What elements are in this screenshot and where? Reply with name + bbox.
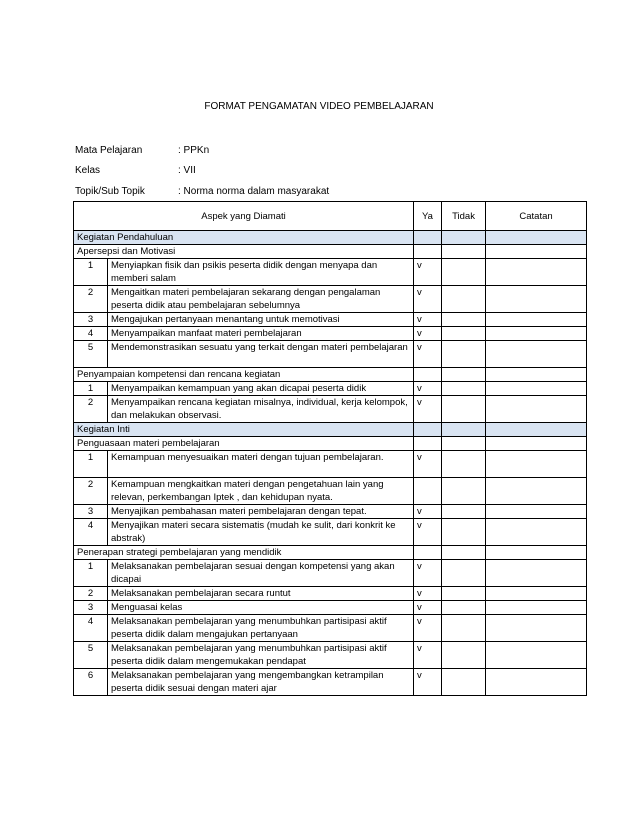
table-row (74, 560, 587, 587)
catatan-cell (486, 286, 587, 313)
item-number: 1 (74, 259, 108, 286)
section-title: Kegiatan Inti (74, 423, 414, 437)
item-text: Menyajikan materi secara sistematis (mudah ke sulit, dari konkrit ke abstrak) (108, 519, 414, 546)
table-row (74, 669, 587, 696)
ya-mark: v (414, 327, 442, 341)
catatan-cell (486, 669, 587, 696)
catatan-cell (486, 327, 587, 341)
tidak-cell (442, 382, 486, 396)
item-number: 3 (74, 313, 108, 327)
catatan-cell (486, 615, 587, 642)
empty-cell (486, 231, 587, 245)
observation-table (73, 201, 587, 696)
table-row (74, 587, 587, 601)
document-title: FORMAT PENGAMATAN VIDEO PEMBELAJARAN (204, 101, 434, 112)
ya-mark: v (414, 382, 442, 396)
table-row (74, 505, 587, 519)
table-row (74, 259, 587, 286)
empty-cell (442, 231, 486, 245)
item-number: 2 (74, 396, 108, 423)
empty-cell (414, 546, 442, 560)
empty-cell (486, 368, 587, 382)
empty-cell (486, 546, 587, 560)
catatan-cell (486, 519, 587, 546)
ya-mark: v (414, 286, 442, 313)
item-text: Menyampaikan kemampuan yang akan dicapai peserta didik (108, 382, 414, 396)
catatan-cell (486, 259, 587, 286)
item-number: 4 (74, 519, 108, 546)
item-text: Menyajikan pembahasan materi pembelajaran dengan tepat. (108, 505, 414, 519)
catatan-cell (486, 313, 587, 327)
catatan-cell (486, 341, 587, 368)
item-text: Menguasai kelas (108, 601, 414, 615)
header-catatan: Catatan (486, 202, 587, 231)
empty-cell (414, 368, 442, 382)
ya-mark: v (414, 519, 442, 546)
tidak-cell (442, 313, 486, 327)
table-row (74, 642, 587, 669)
tidak-cell (442, 669, 486, 696)
item-number: 3 (74, 601, 108, 615)
ya-mark: v (414, 396, 442, 423)
section-row (74, 231, 587, 245)
table-row (74, 382, 587, 396)
meta-label: Mata Pelajaran (75, 145, 143, 156)
item-text: Melaksanakan pembelajaran yang menumbuhkan partisipasi aktif peserta didik dalam mengajukan pertanyaan (108, 615, 414, 642)
table-row (74, 286, 587, 313)
ya-mark: v (414, 615, 442, 642)
item-number: 3 (74, 505, 108, 519)
tidak-cell (442, 327, 486, 341)
table-row (74, 327, 587, 341)
ya-mark: v (414, 560, 442, 587)
item-text: Menyiapkan fisik dan psikis peserta didik dengan menyapa dan memberi salam (108, 259, 414, 286)
ya-mark: v (414, 587, 442, 601)
table-row (74, 615, 587, 642)
item-text: Melaksanakan pembelajaran yang menumbuhkan partisipasi aktif peserta didik dalam mengemukakan pendapat (108, 642, 414, 669)
item-text: Mendemonstrasikan sesuatu yang terkait dengan materi pembelajaran (108, 341, 414, 368)
table-row (74, 341, 587, 368)
catatan-cell (486, 560, 587, 587)
meta-value: : PPKn (178, 145, 210, 156)
item-number: 1 (74, 560, 108, 587)
catatan-cell (486, 451, 587, 478)
ya-mark: v (414, 601, 442, 615)
subsection-title: Apersepsi dan Motivasi (74, 245, 414, 259)
tidak-cell (442, 642, 486, 669)
header-ya: Ya (414, 202, 442, 231)
catatan-cell (486, 478, 587, 505)
empty-cell (414, 423, 442, 437)
item-number: 2 (74, 478, 108, 505)
tidak-cell (442, 505, 486, 519)
item-number: 5 (74, 642, 108, 669)
ya-mark: v (414, 505, 442, 519)
tidak-cell (442, 341, 486, 368)
empty-cell (442, 437, 486, 451)
table-row (74, 478, 587, 505)
ya-mark: v (414, 341, 442, 368)
item-number: 1 (74, 382, 108, 396)
table-row (74, 601, 587, 615)
empty-cell (442, 245, 486, 259)
meta-value: : VII (178, 165, 196, 176)
item-text: Mengajukan pertanyaan menantang untuk memotivasi (108, 313, 414, 327)
subsection-row (74, 437, 587, 451)
subsection-title: Penguasaan materi pembelajaran (74, 437, 414, 451)
empty-cell (486, 437, 587, 451)
item-text: Melaksanakan pembelajaran yang mengembangkan ketrampilan peserta didik sesuai dengan materi ajar (108, 669, 414, 696)
tidak-cell (442, 259, 486, 286)
ya-mark: v (414, 669, 442, 696)
empty-cell (442, 546, 486, 560)
subsection-row (74, 245, 587, 259)
tidak-cell (442, 478, 486, 505)
catatan-cell (486, 642, 587, 669)
empty-cell (414, 231, 442, 245)
catatan-cell (486, 587, 587, 601)
item-text: Kemampuan menyesuaikan materi dengan tujuan pembelajaran. (108, 451, 414, 478)
tidak-cell (442, 396, 486, 423)
meta-value: : Norma norma dalam masyarakat (178, 186, 330, 197)
item-number: 2 (74, 587, 108, 601)
tidak-cell (442, 587, 486, 601)
empty-cell (414, 245, 442, 259)
catatan-cell (486, 396, 587, 423)
tidak-cell (442, 286, 486, 313)
item-number: 6 (74, 669, 108, 696)
item-number: 2 (74, 286, 108, 313)
item-number: 5 (74, 341, 108, 368)
item-text: Menyampaikan manfaat materi pembelajaran (108, 327, 414, 341)
tidak-cell (442, 519, 486, 546)
item-number: 4 (74, 615, 108, 642)
subsection-title: Penyampaian kompetensi dan rencana kegiatan (74, 368, 414, 382)
table-row (74, 313, 587, 327)
subsection-title: Penerapan strategi pembelajaran yang mendidik (74, 546, 414, 560)
empty-cell (442, 368, 486, 382)
item-text: Kemampuan mengkaitkan materi dengan pengetahuan lain yang relevan, perkembangan Iptek , dan kehidupan nyata. (108, 478, 414, 505)
tidak-cell (442, 451, 486, 478)
table-row (74, 519, 587, 546)
subsection-row (74, 368, 587, 382)
header-aspek: Aspek yang Diamati (74, 202, 414, 231)
ya-mark: v (414, 642, 442, 669)
meta-label: Topik/Sub Topik (75, 186, 145, 197)
empty-cell (486, 245, 587, 259)
empty-cell (486, 423, 587, 437)
catatan-cell (486, 601, 587, 615)
table-row (74, 451, 587, 478)
tidak-cell (442, 601, 486, 615)
ya-mark: v (414, 313, 442, 327)
empty-cell (442, 423, 486, 437)
item-number: 4 (74, 327, 108, 341)
ya-mark (414, 478, 442, 505)
section-row (74, 423, 587, 437)
header-tidak: Tidak (442, 202, 486, 231)
subsection-row (74, 546, 587, 560)
item-text: Melaksanakan pembelajaran sesuai dengan kompetensi yang akan dicapai (108, 560, 414, 587)
catatan-cell (486, 505, 587, 519)
meta-label: Kelas (75, 165, 101, 176)
item-number: 1 (74, 451, 108, 478)
table-row (74, 396, 587, 423)
empty-cell (414, 437, 442, 451)
item-text: Melaksanakan pembelajaran secara runtut (108, 587, 414, 601)
section-title: Kegiatan Pendahuluan (74, 231, 414, 245)
ya-mark: v (414, 451, 442, 478)
item-text: Menyampaikan rencana kegiatan misalnya, individual, kerja kelompok, dan melakukan observasi. (108, 396, 414, 423)
item-text: Mengaitkan materi pembelajaran sekarang dengan pengalaman peserta didik atau pembelajaran sebelumnya (108, 286, 414, 313)
table-header-row (74, 202, 587, 231)
ya-mark: v (414, 259, 442, 286)
tidak-cell (442, 615, 486, 642)
catatan-cell (486, 382, 587, 396)
tidak-cell (442, 560, 486, 587)
